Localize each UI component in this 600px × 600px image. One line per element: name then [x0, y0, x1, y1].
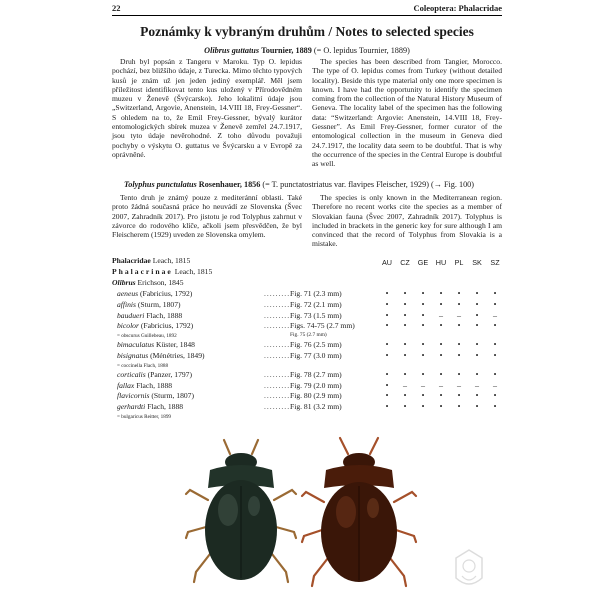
country-header: PL [454, 258, 464, 267]
distribution-cell: • [421, 299, 425, 309]
distribution-cell: • [403, 321, 407, 331]
distribution-cell: • [439, 289, 443, 298]
distribution-cell: • [457, 369, 461, 379]
genus-author: Erichson, 1845 [137, 278, 184, 287]
species-heading-olibrus [112, 46, 502, 55]
distribution-cell: – [439, 310, 443, 320]
distribution-cell: • [439, 369, 443, 379]
distribution-cell: • [385, 351, 389, 360]
distribution-cell: • [385, 289, 389, 298]
species-author: Rosenhauer, 1856 [198, 180, 261, 189]
species-epithet: affinis [117, 299, 136, 309]
distribution-cell: • [403, 369, 407, 379]
synonym-name: = coccinella Flach, 1888 [117, 362, 169, 369]
english-text-olibrus [312, 57, 502, 169]
country-header: HU [435, 258, 447, 267]
figure-reference: Fig. 71 (2.3 mm) [290, 289, 342, 298]
figure-reference: Fig. 79 (2.0 mm) [290, 380, 342, 390]
species-epithet: fallax [117, 380, 135, 390]
species-epithet: bimaculatus [117, 340, 155, 350]
distribution-cell: • [421, 321, 425, 331]
distribution-cell: • [385, 369, 389, 379]
distribution-cell: • [457, 289, 461, 298]
distribution-cell: • [403, 299, 407, 309]
figure-reference: Fig. 77 (3.0 mm) [290, 351, 342, 360]
figure-reference: Fig. 81 (3.2 mm) [290, 402, 342, 412]
distribution-cell: • [493, 299, 497, 309]
distribution-cell: • [385, 380, 389, 390]
distribution-cell: • [385, 299, 389, 309]
species-author: Flach, 1888 [136, 380, 173, 390]
distribution-cell: • [457, 299, 461, 309]
czech-text-tolyphus [112, 193, 302, 239]
figure-reference: Fig. 72 (2.1 mm) [290, 299, 342, 309]
species-entry [117, 289, 192, 298]
distribution-cell: • [457, 391, 461, 401]
leader-dots: .......... [264, 351, 293, 360]
distribution-cell: • [457, 321, 461, 331]
distribution-cell: • [385, 391, 389, 401]
distribution-cell: • [385, 340, 389, 350]
distribution-cell: • [493, 289, 497, 298]
distribution-cell: • [421, 340, 425, 350]
distribution-cell: • [439, 340, 443, 350]
distribution-cell: • [421, 369, 425, 379]
paragraph: Tento druh je známý pouze z mediteránní oblasti. Také proto žádná současná práce ho neuvádí ze Slovenska (Švec 2007, Zahradník 2017). Pro jistotu je rod Tolyphus zahrnut v závorce do rodového klíče, ačkoli jsem přesvědčen, že byl Fleischerem (1929) uveden ze Slovenska omylem. [112, 193, 302, 240]
species-synonym: (= O. lepidus Tournier, 1889) [313, 46, 410, 55]
english-text-tolyphus [312, 193, 502, 249]
distribution-cell: • [475, 369, 479, 379]
subfamily-author: Leach, 1815 [174, 267, 213, 276]
distribution-cell: • [385, 402, 389, 412]
distribution-cell: – [475, 380, 479, 390]
species-author: (Ménétries, 1849) [150, 351, 205, 360]
distribution-cell: – [439, 380, 443, 390]
synonym-name: = bulgaricus Reitter, 1899 [117, 414, 172, 420]
species-epithet: bicolor [117, 321, 139, 331]
species-entry [117, 300, 181, 309]
species-entry [117, 340, 195, 349]
figure-reference: Fig. 73 (1.5 mm) [290, 310, 342, 320]
running-title: Coleoptera: Phalacridae [413, 3, 502, 13]
figure-reference: Fig. 75 (2.7 mm) [290, 332, 327, 339]
family-name: Phalacridae [112, 256, 151, 265]
publisher-logo [452, 548, 486, 592]
figure-reference: Figs. 74-75 (2.7 mm) [290, 321, 355, 331]
species-epithet: gerhardti [117, 402, 146, 412]
distribution-cell: • [439, 299, 443, 309]
species-author: (Sturm, 1807) [137, 299, 181, 309]
species-author: (Sturm, 1807) [151, 391, 194, 401]
beetle-photo-right [296, 432, 422, 596]
species-author: (Fabricius, 1792) [140, 321, 194, 331]
figure-reference: Fig. 80 (2.9 mm) [290, 391, 342, 401]
subfamily-name: Phalacrinae [112, 267, 173, 276]
paragraph: The species has been described from Tangier, Morocco. The type of O. lepidus comes from Turkey (without detailed locality). Beside this type material only one more specimen is known. I have had the opportunity to identify the specimen coming from the collection of the Natural History Museum of Geneva. The locality label of the specimen has the following data: “Switzerland: Argovie: Anenstein, 14.VIII 18, Frey-Gessner”. As Emil Frey-Gessner, former curator of the entomological collection in the museum in Geneva died 24.7.1917, the locality data seem to be doubtful. That is why the occurrence of the species in the Central Europe is doubtful as well. [312, 57, 502, 169]
distribution-cell: • [421, 402, 425, 412]
species-entry [117, 311, 182, 320]
species-author: (Panzer, 1797) [147, 369, 192, 379]
distribution-cell: • [403, 289, 407, 298]
synonym-row [112, 413, 502, 422]
paragraph: Druh byl popsán z Tangeru v Maroku. Typ O. lepidus pochází, bez bližšího údaje, z Turecka. Mimo těchto typových kusů je znám už jen jeden jediný exemplář. Měl jsem příležitost identifikovat tento kus uložený v Přírodovědném muzeu v Ženevě (Švýcarsko). Jeho lokalitní údaje jsou „Switzerland, Argovie, Anenstein, 14.VIII 18, Frey-Gessner“. S ohledem na to, že Emil Frey-Gessner, bývalý kurátor entomologických sbírek muzea v Ženevě zemřel 24.7.1917, jsou tyto údaje nevěrohodné. Z toho důvodu považuji pochyby o výskytu O. guttatus ve Švýcarsku a v Evropě za oprávněné. [112, 57, 302, 159]
country-header: SK [472, 258, 482, 267]
distribution-cell: • [457, 402, 461, 412]
distribution-cell: • [421, 391, 425, 401]
species-heading-tolyphus [124, 180, 514, 189]
species-entry [117, 321, 193, 330]
czech-text-olibrus [112, 57, 302, 159]
distribution-cell: • [493, 369, 497, 379]
subfamily-row [112, 267, 502, 276]
species-entry [117, 402, 183, 411]
species-name: Tolyphus punctulatus [124, 180, 197, 189]
distribution-cell: • [403, 402, 407, 412]
family-author: Leach, 1815 [152, 256, 191, 265]
distribution-cell: – [457, 310, 461, 320]
species-author: Küster, 1848 [156, 340, 195, 350]
distribution-cell: • [475, 402, 479, 412]
synonym-name: = obscurus Guillebeau, 1892 [117, 333, 177, 340]
species-entry [117, 381, 172, 390]
distribution-cell: • [421, 310, 425, 320]
species-author: Tournier, 1889 [261, 46, 312, 55]
page-number: 22 [112, 3, 121, 13]
species-epithet: bisignatus [117, 351, 149, 360]
country-header: CZ [400, 258, 410, 267]
distribution-cell: • [493, 402, 497, 412]
distribution-cell: – [493, 310, 497, 320]
leader-dots: .......... [264, 369, 293, 379]
distribution-cell: • [439, 391, 443, 401]
distribution-cell: – [457, 380, 461, 390]
running-header [112, 1, 502, 16]
genus-name: Olibrus [112, 278, 136, 287]
distribution-cell: • [475, 391, 479, 401]
distribution-cell: • [475, 310, 479, 320]
distribution-cell: • [439, 402, 443, 412]
distribution-cell: • [403, 340, 407, 350]
species-epithet: baudueri [117, 310, 145, 320]
country-header: GE [417, 258, 429, 267]
distribution-cell: • [439, 321, 443, 331]
species-author: (Fabricius, 1792) [140, 289, 193, 298]
distribution-cell: • [385, 321, 389, 331]
leader-dots: .......... [264, 402, 293, 412]
distribution-cell: • [493, 351, 497, 360]
leader-dots: .......... [264, 391, 293, 401]
figure-reference: Fig. 78 (2.7 mm) [290, 369, 342, 379]
species-author: Flach, 1888 [147, 402, 184, 412]
paragraph: The species is only known in the Mediterranean region. Therefore no recent works cite the species as a member of Slovakian fauna (Švec 2007, Zahradník 2017). Tolyphus is included in brackets in the generic key for sure although I am convinced that the record of Tolyphus from Slovakia is a mistake. [312, 193, 502, 249]
distribution-cell: – [493, 380, 497, 390]
leader-dots: .......... [264, 340, 293, 350]
distribution-cell: – [403, 380, 407, 390]
distribution-cell: • [475, 351, 479, 360]
distribution-cell: • [493, 340, 497, 350]
species-author: Flach, 1888 [146, 310, 183, 320]
distribution-cell: • [475, 289, 479, 298]
distribution-cell: • [403, 391, 407, 401]
genus-row [112, 278, 502, 287]
species-entry [117, 351, 205, 360]
species-entry [117, 391, 194, 400]
distribution-cell: • [475, 321, 479, 331]
distribution-cell: • [493, 391, 497, 401]
distribution-cell: • [457, 351, 461, 360]
figure-reference: Fig. 76 (2.5 mm) [290, 340, 342, 350]
distribution-cell: • [385, 310, 389, 320]
beetle-photo-left [180, 432, 302, 596]
distribution-cell: • [439, 351, 443, 360]
leader-dots: .......... [264, 299, 293, 309]
distribution-cell: • [457, 340, 461, 350]
distribution-cell: • [475, 340, 479, 350]
species-name: Olibrus guttatus [204, 46, 260, 55]
leader-dots: .......... [264, 310, 293, 320]
species-epithet: flavicornis [117, 391, 150, 401]
leader-dots: .......... [264, 321, 293, 331]
species-synonym: (= T. punctatostriatus var. flavipes Fleischer, 1929) (→ Fig. 100) [262, 180, 474, 189]
species-epithet: corticalis [117, 369, 146, 379]
distribution-cell: • [403, 351, 407, 360]
distribution-cell: – [421, 380, 425, 390]
country-header: AU [382, 258, 392, 267]
distribution-cell: • [475, 299, 479, 309]
species-entry [117, 370, 192, 379]
distribution-cell: • [403, 310, 407, 320]
section-title: Poznámky k vybraným druhům / Notes to selected species [140, 24, 474, 39]
distribution-cell: • [421, 351, 425, 360]
leader-dots: .......... [264, 289, 293, 298]
species-epithet: aeneus [117, 289, 139, 298]
country-header: SZ [490, 258, 500, 267]
leader-dots: .......... [264, 380, 293, 390]
distribution-cell: • [493, 321, 497, 331]
distribution-cell: • [421, 289, 425, 298]
